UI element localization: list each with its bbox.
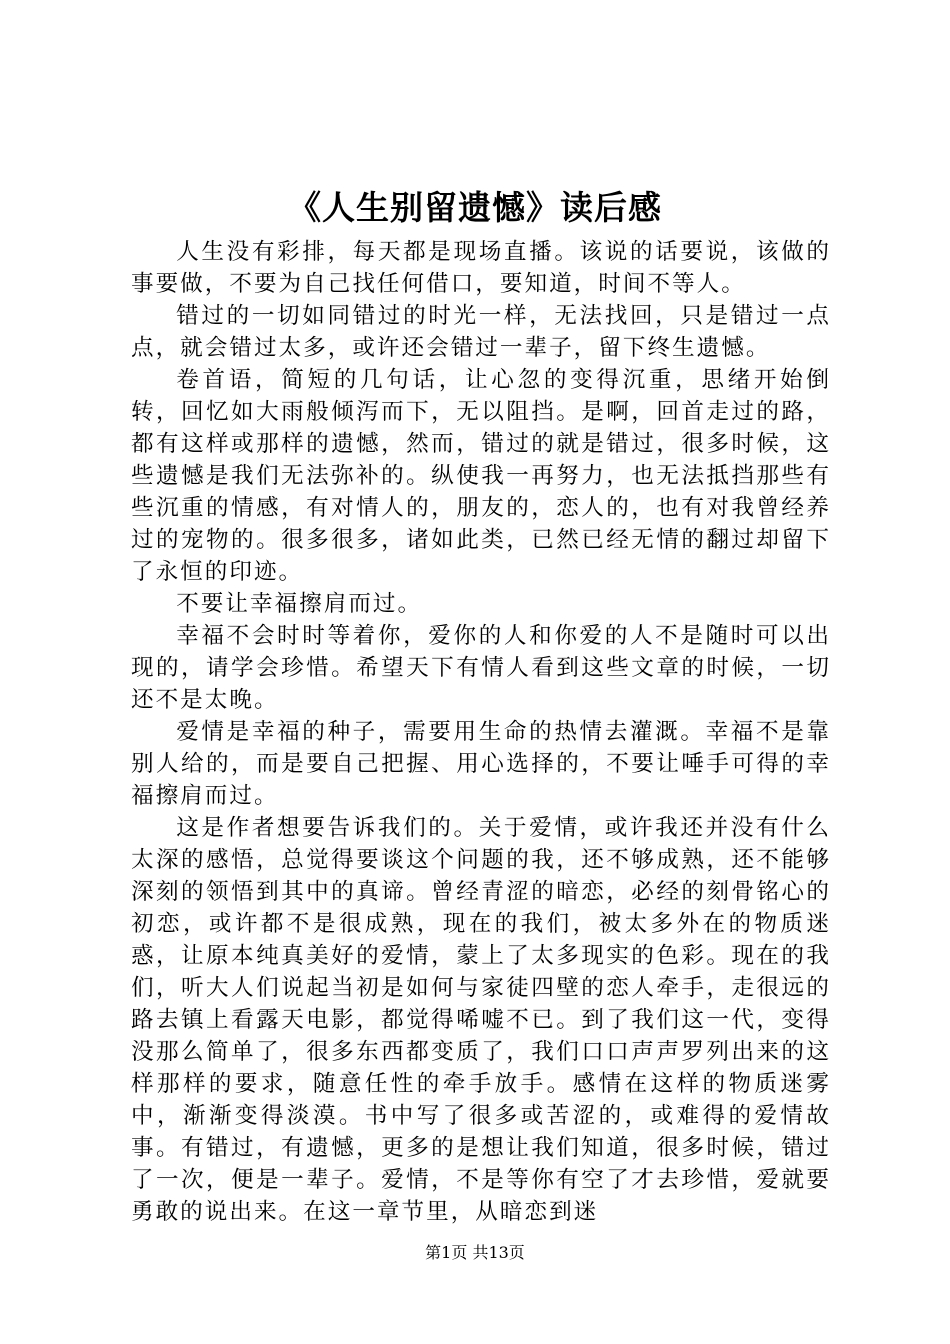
paragraph: 卷首语，简短的几句话，让心忽的变得沉重，思绪开始倒转，回忆如大雨般倾泻而下，无以阻挡。是啊，回首走过的路，都有这样或那样的遗憾，然而，错过的就是错过，很多时候，这些遗憾是我们无法弥补的。纵使我一再努力，也无法抵挡那些有些沉重的情感，有对情人的，朋友的，恋人的，也有对我曾经养过的宠物的。很多很多，诸如此类，已然已经无情的翻过却留下了永恒的印迹。 [131, 367, 831, 585]
paragraph: 幸福不会时时等着你，爱你的人和你爱的人不是随时可以出现的，请学会珍惜。希望天下有情人看到这些文章的时候，一切还不是太晚。 [131, 623, 831, 713]
paragraph: 人生没有彩排，每天都是现场直播。该说的话要说，该做的事要做，不要为自己找任何借口，要知道，时间不等人。 [131, 239, 831, 297]
page-title: 《人生别留遗憾》读后感 [288, 188, 662, 227]
paragraph: 不要让幸福擦肩而过。 [176, 591, 423, 617]
document-body [131, 236, 831, 1228]
paragraph: 这是作者想要告诉我们的。关于爱情，或许我还并没有什么太深的感悟，总觉得要谈这个问题的我，还不够成熟，还不能够深刻的领悟到其中的真谛。曾经青涩的暗恋，必经的刻骨铭心的初恋，或许都不是很成熟，现在的我们，被太多外在的物质迷惑，让原本纯真美好的爱情，蒙上了太多现实的色彩。现在的我们，听大人们说起当初是如何与家徒四壁的恋人牵手，走很远的路去镇上看露天电影，都觉得唏嘘不已。到了我们这一代，变得没那么简单了，很多东西都变质了，我们口口声声罗列出来的这样那样的要求，随意任性的牵手放手。感情在这样的物质迷雾中，渐渐变得淡漠。书中写了很多或苦涩的，或难得的爱情故事。有错过，有遗憾，更多的是想让我们知道，很多时候，错过了一次，便是一辈子。爱情，不是等你有空了才去珍惜，爱就要勇敢的说出来。在这一章节里，从暗恋到迷 [131, 815, 831, 1225]
page-indicator: 第1页 共13页 [425, 1243, 525, 1262]
paragraph: 错过的一切如同错过的时光一样，无法找回，只是错过一点点，就会错过太多，或许还会错过一辈子，留下终生遗憾。 [131, 303, 831, 361]
paragraph: 爱情是幸福的种子，需要用生命的热情去灌溉。幸福不是靠别人给的，而是要自己把握、用心选择的，不要让唾手可得的幸福擦肩而过。 [131, 719, 831, 809]
